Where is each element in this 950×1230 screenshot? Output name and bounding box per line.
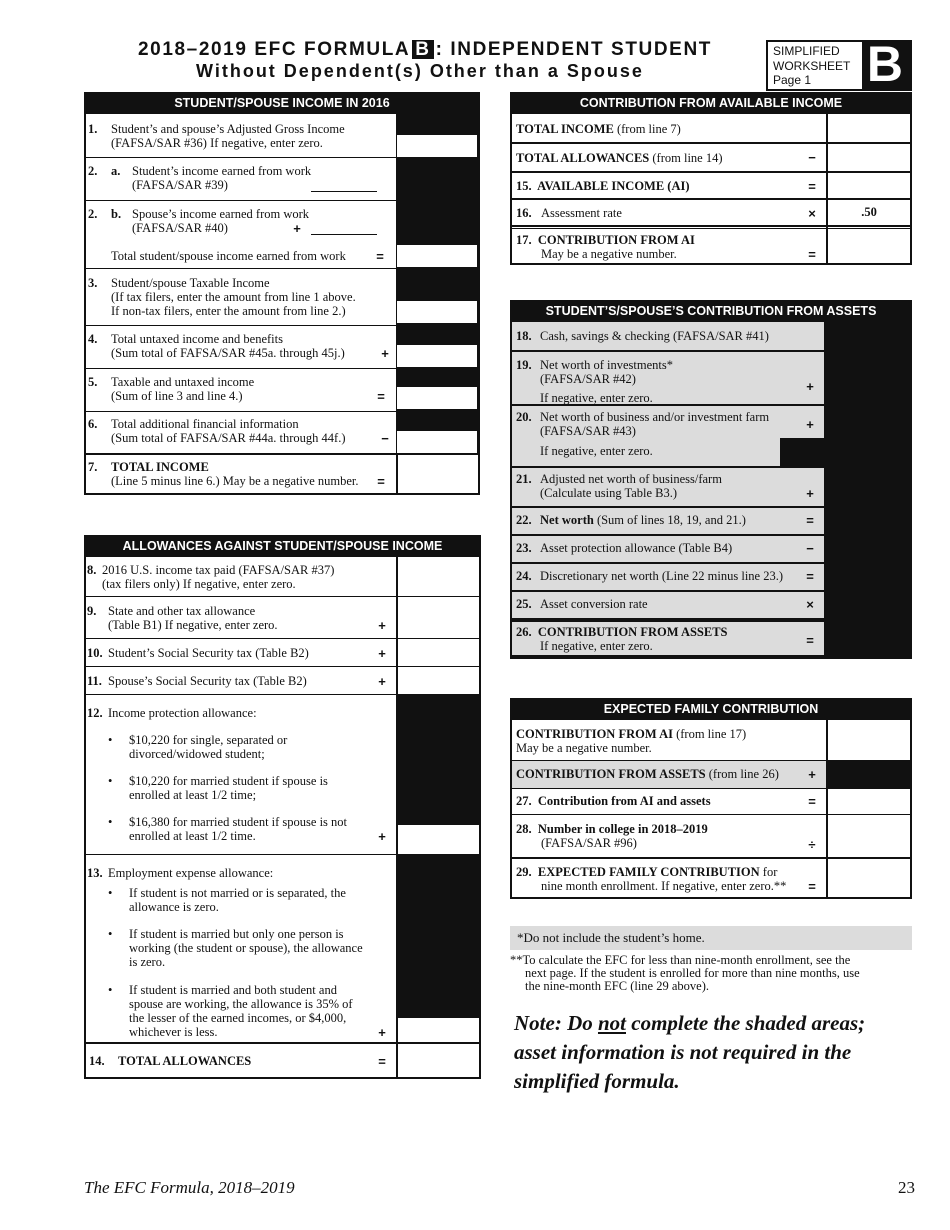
assets-row-21 bbox=[512, 468, 824, 506]
row-label-note: (Sum of lines 18, 19, and 21.) bbox=[596, 513, 746, 527]
worksheet-badge bbox=[766, 36, 912, 92]
row-label: 2016 U.S. income tax paid (FAFSA/SAR #37) bbox=[102, 563, 335, 577]
row-label: (FAFSA/SAR #39) bbox=[132, 178, 228, 192]
plus-operator: + bbox=[381, 346, 389, 361]
note-line: simplified formula. bbox=[514, 1069, 680, 1093]
available-row-total-income bbox=[512, 114, 910, 144]
income-row-7 bbox=[86, 455, 478, 493]
equals-operator: = bbox=[806, 569, 814, 584]
income-row-3 bbox=[86, 269, 396, 325]
efc-row-contribution-ai bbox=[512, 720, 910, 761]
times-operator: × bbox=[806, 597, 814, 612]
line-5-input[interactable] bbox=[396, 386, 478, 410]
bullet: • bbox=[108, 927, 113, 941]
footnote-text: *Do not include the student’s home. bbox=[517, 930, 705, 945]
shaded-block bbox=[828, 761, 910, 788]
page-subtitle: Without Dependent(s) Other than a Spouse bbox=[196, 61, 644, 81]
row-label: (Calculate using Table B3.) bbox=[540, 486, 678, 500]
row-label-bold: TOTAL ALLOWANCES bbox=[516, 151, 650, 165]
minus-operator: − bbox=[806, 541, 814, 556]
row-label: (Sum total of FAFSA/SAR #45a. through 45j.) bbox=[111, 346, 345, 360]
available-row-17 bbox=[512, 228, 910, 263]
allowances-section bbox=[84, 535, 481, 1079]
row-label: Taxable and untaxed income bbox=[111, 375, 255, 389]
row-number: 10. bbox=[87, 646, 103, 660]
line-29-input[interactable] bbox=[828, 859, 910, 897]
row-number: 1. bbox=[88, 122, 98, 136]
line-17-input[interactable] bbox=[828, 229, 910, 262]
row-label: TOTAL ALLOWANCES bbox=[118, 1054, 252, 1068]
line-12-input[interactable] bbox=[398, 825, 479, 854]
plus-operator: + bbox=[806, 417, 814, 432]
income-row-5 bbox=[86, 369, 396, 411]
footnote-line: the nine-month EFC (line 29 above). bbox=[525, 979, 709, 993]
row-label bbox=[516, 727, 746, 741]
row-label-bold: 29. EXPECTED FAMILY CONTRIBUTION bbox=[516, 865, 760, 879]
row-label: If student is married but only one person is bbox=[129, 927, 344, 941]
row-label-note: for bbox=[762, 865, 778, 879]
bullet: • bbox=[108, 733, 113, 747]
title-part: 2018–2019 EFC FORMULA bbox=[138, 39, 411, 60]
row-number: 21. bbox=[516, 472, 532, 486]
row-label: (Line 5 minus line 6.) May be a negative number. bbox=[111, 474, 359, 488]
assets-row-23 bbox=[512, 536, 824, 562]
row-label: Student/spouse Taxable Income bbox=[111, 276, 270, 290]
line-10-input[interactable] bbox=[398, 639, 479, 666]
section-heading: EXPECTED FAMILY CONTRIBUTION bbox=[510, 698, 912, 720]
row-number: 25. bbox=[516, 597, 532, 611]
line-7-input[interactable] bbox=[396, 455, 478, 493]
row-label: Income protection allowance: bbox=[108, 706, 257, 720]
row-label: 27. Contribution from AI and assets bbox=[516, 794, 711, 808]
assets-row-22 bbox=[512, 508, 824, 534]
row-number: 3. bbox=[88, 276, 98, 290]
line-27-input[interactable] bbox=[828, 789, 910, 814]
note-text: Note: Do bbox=[514, 1011, 598, 1035]
row-label: working (the student or spouse), the allowance bbox=[129, 941, 363, 955]
row-label: $10,220 for married student if spouse is bbox=[129, 774, 328, 788]
section-heading: CONTRIBUTION FROM AVAILABLE INCOME bbox=[510, 92, 912, 114]
row-label: (tax filers only) If negative, enter zero. bbox=[102, 577, 296, 591]
line-2b-blank[interactable] bbox=[311, 234, 377, 235]
bullet: • bbox=[108, 886, 113, 900]
worksheet-label-line: WORKSHEET bbox=[773, 58, 851, 73]
footnote-line: **To calculate the EFC for less than nine-month enrollment, see the bbox=[510, 953, 851, 967]
worksheet-label-line: SIMPLIFIED bbox=[773, 44, 840, 58]
section-heading: STUDENT/SPOUSE INCOME IN 2016 bbox=[84, 92, 480, 114]
income-row-2a bbox=[86, 158, 396, 200]
row-label: (Sum total of FAFSA/SAR #44a. through 44f.) bbox=[111, 431, 346, 445]
equals-operator: = bbox=[808, 179, 816, 194]
contribution-ai-input[interactable] bbox=[828, 720, 910, 760]
row-label bbox=[516, 122, 681, 136]
bullet: • bbox=[108, 815, 113, 829]
line-2-total-input[interactable] bbox=[396, 244, 478, 268]
row-label: Spouse’s Social Security tax (Table B2) bbox=[108, 674, 307, 688]
page-number: 23 bbox=[898, 1178, 915, 1197]
row-label-bold: CONTRIBUTION FROM ASSETS bbox=[516, 767, 706, 781]
formula-letter-box: B bbox=[412, 40, 433, 59]
row-number: 6. bbox=[88, 417, 98, 431]
row-label: May be a negative number. bbox=[541, 247, 677, 261]
efc-row-29 bbox=[512, 859, 910, 897]
footnote-home bbox=[510, 926, 912, 950]
row-label: Net worth of investments* bbox=[540, 358, 673, 372]
assets-row-25 bbox=[512, 592, 824, 618]
row-label: (FAFSA/SAR #43) bbox=[540, 424, 636, 438]
plus-operator: + bbox=[378, 1025, 386, 1040]
worksheet-label bbox=[768, 42, 862, 89]
line-13-input[interactable] bbox=[398, 1018, 479, 1043]
row-label: divorced/widowed student; bbox=[129, 747, 265, 761]
row-number: 20. bbox=[516, 410, 532, 424]
efc-row-28 bbox=[512, 815, 910, 857]
row-label: Cash, savings & checking (FAFSA/SAR #41) bbox=[540, 329, 769, 343]
row-number: 14. bbox=[89, 1054, 105, 1068]
row-label: Adjusted net worth of business/farm bbox=[540, 472, 722, 486]
row-number: 18. bbox=[516, 329, 532, 343]
shaded-areas-note bbox=[514, 1009, 904, 1096]
income-row-6 bbox=[86, 412, 396, 454]
row-letter: a. bbox=[111, 164, 121, 178]
row-label: If negative, enter zero. bbox=[540, 391, 653, 405]
row-label: If student is married and both student and bbox=[129, 983, 337, 997]
row-label: Asset protection allowance (Table B4) bbox=[540, 541, 733, 555]
assets-row-20 bbox=[512, 406, 824, 438]
minus-operator: − bbox=[808, 150, 816, 165]
row-label: is zero. bbox=[129, 955, 166, 969]
row-label-bold: CONTRIBUTION FROM AI bbox=[516, 727, 673, 741]
row-label bbox=[540, 513, 746, 527]
assets-row-18 bbox=[512, 322, 824, 350]
row-label: 28. Number in college in 2018–2019 bbox=[516, 822, 708, 836]
row-label: Student’s income earned from work bbox=[132, 164, 312, 178]
row-label: nine month enrollment. If negative, enter zero.** bbox=[541, 879, 787, 893]
line-6-input[interactable] bbox=[396, 430, 478, 454]
note-line bbox=[514, 1009, 904, 1038]
note-line: asset information is not required in the bbox=[514, 1040, 852, 1064]
assets-row-19 bbox=[512, 352, 824, 404]
row-number: 13. bbox=[87, 866, 103, 880]
worksheet-label-line: Page 1 bbox=[773, 73, 812, 87]
assets-row-20-note bbox=[512, 438, 780, 466]
row-label: Student’s and spouse’s Adjusted Gross Income bbox=[111, 122, 345, 136]
available-row-15 bbox=[512, 173, 910, 200]
row-number: 7. bbox=[88, 460, 98, 474]
row-label: $16,380 for married student if spouse is not bbox=[129, 815, 348, 829]
income-row-1 bbox=[86, 114, 478, 158]
equals-operator: = bbox=[377, 389, 385, 404]
divide-operator: ÷ bbox=[808, 837, 816, 852]
row-letter: b. bbox=[111, 207, 122, 221]
allowance-row-14 bbox=[86, 1044, 479, 1077]
plus-operator: + bbox=[378, 674, 386, 689]
line-28-input[interactable] bbox=[828, 815, 910, 857]
row-number: 23. bbox=[516, 541, 532, 555]
allowance-row-9 bbox=[86, 597, 479, 639]
row-label: Student’s Social Security tax (Table B2) bbox=[108, 646, 309, 660]
row-label: 17. CONTRIBUTION FROM AI bbox=[516, 233, 695, 247]
section-heading: ALLOWANCES AGAINST STUDENT/SPOUSE INCOME bbox=[84, 535, 481, 557]
shaded-block bbox=[398, 855, 479, 1018]
assessment-rate-value: .50 bbox=[861, 205, 877, 219]
row-label: Employment expense allowance: bbox=[108, 866, 274, 880]
allowance-row-10 bbox=[86, 639, 479, 667]
page-title bbox=[138, 39, 758, 61]
row-label: (Sum of line 3 and line 4.) bbox=[111, 389, 243, 403]
row-label-note: (from line 17) bbox=[676, 727, 747, 741]
title-part: : INDEPENDENT STUDENT bbox=[435, 39, 712, 60]
row-number: 9. bbox=[87, 604, 97, 618]
equals-operator: = bbox=[806, 513, 814, 528]
row-label: (FAFSA/SAR #36) If negative, enter zero. bbox=[111, 136, 323, 150]
row-number: 12. bbox=[87, 706, 103, 720]
equals-operator: = bbox=[808, 879, 816, 894]
times-operator: × bbox=[808, 206, 816, 221]
row-label: Discretionary net worth (Line 22 minus line 23.) bbox=[540, 569, 783, 583]
total-income-input[interactable] bbox=[828, 114, 910, 142]
row-label: (FAFSA/SAR #96) bbox=[541, 836, 637, 850]
row-number: 2. bbox=[88, 207, 98, 221]
row-number: 8. bbox=[87, 563, 97, 577]
allowance-row-13 bbox=[86, 855, 479, 1043]
row-label: enrolled at least 1/2 time. bbox=[129, 829, 256, 843]
row-label: If negative, enter zero. bbox=[540, 639, 653, 653]
row-number: 11. bbox=[87, 674, 102, 688]
row-label: Spouse’s income earned from work bbox=[132, 207, 310, 221]
row-label: spouse are working, the allowance is 35% of bbox=[129, 997, 353, 1011]
note-emphasis: not bbox=[597, 1011, 626, 1035]
note-text: complete the shaded areas; bbox=[626, 1011, 866, 1035]
equals-operator: = bbox=[808, 794, 816, 809]
plus-operator: + bbox=[806, 379, 814, 394]
allowance-row-11 bbox=[86, 667, 479, 695]
plus-operator: + bbox=[806, 486, 814, 501]
shaded-block bbox=[398, 695, 479, 825]
row-label: If negative, enter zero. bbox=[540, 444, 653, 458]
footnote-nine-month bbox=[510, 954, 912, 993]
plus-operator: + bbox=[808, 767, 816, 782]
row-label: whichever is less. bbox=[129, 1025, 218, 1039]
row-label: Asset conversion rate bbox=[540, 597, 648, 611]
income-row-2b bbox=[86, 201, 396, 269]
row-label: State and other tax allowance bbox=[108, 604, 256, 618]
row-label: If non-tax filers, enter the amount from line 2.) bbox=[111, 304, 346, 318]
row-label: TOTAL INCOME bbox=[111, 460, 209, 474]
row-label: (FAFSA/SAR #42) bbox=[540, 372, 636, 386]
row-label: Total untaxed income and benefits bbox=[111, 332, 283, 346]
bullet: • bbox=[108, 983, 113, 997]
footer-title: The EFC Formula, 2018–2019 bbox=[84, 1178, 295, 1197]
efc-section bbox=[510, 698, 912, 899]
row-label: 26. CONTRIBUTION FROM ASSETS bbox=[516, 625, 728, 639]
row-label: 15. AVAILABLE INCOME (AI) bbox=[516, 179, 690, 193]
line-3-input[interactable] bbox=[396, 300, 478, 324]
available-income-section bbox=[510, 92, 912, 265]
line-4-input[interactable] bbox=[396, 344, 478, 368]
line-1-input[interactable] bbox=[396, 134, 478, 158]
allowance-row-12 bbox=[86, 695, 479, 855]
row-label bbox=[516, 767, 779, 781]
equals-operator: = bbox=[808, 247, 816, 262]
equals-operator: = bbox=[378, 1054, 386, 1069]
row-label: (FAFSA/SAR #40) bbox=[132, 221, 228, 235]
line-8-input[interactable] bbox=[398, 557, 479, 596]
available-row-16 bbox=[512, 200, 910, 227]
row-number: 5. bbox=[88, 375, 98, 389]
minus-operator: − bbox=[381, 431, 389, 446]
row-label-note: (from line 14) bbox=[652, 151, 723, 165]
row-label-bold: Net worth bbox=[540, 513, 594, 527]
row-label-bold: TOTAL INCOME bbox=[516, 122, 614, 136]
equals-operator: = bbox=[377, 474, 385, 489]
row-label: allowance is zero. bbox=[129, 900, 219, 914]
allowance-row-8 bbox=[86, 557, 479, 597]
row-label: Assessment rate bbox=[541, 206, 622, 220]
plus-operator: + bbox=[293, 221, 301, 236]
plus-operator: + bbox=[378, 829, 386, 844]
row-number: 4. bbox=[88, 332, 98, 346]
line-15-input[interactable] bbox=[828, 173, 910, 198]
efc-row-contribution-assets bbox=[512, 761, 826, 788]
row-label: If student is not married or is separated, the bbox=[129, 886, 346, 900]
line-9-input[interactable] bbox=[398, 597, 479, 638]
assets-section bbox=[510, 300, 912, 659]
section-heading: STUDENT’S/SPOUSE’S CONTRIBUTION FROM ASSETS bbox=[510, 300, 912, 322]
row-label: $10,220 for single, separated or bbox=[129, 733, 288, 747]
row-number: 24. bbox=[516, 569, 532, 583]
row-label: Net worth of business and/or investment farm bbox=[540, 410, 770, 424]
income-section bbox=[84, 92, 480, 495]
equals-operator: = bbox=[376, 249, 384, 264]
row-number: 19. bbox=[516, 358, 532, 372]
plus-operator: + bbox=[378, 618, 386, 633]
row-number: 2. bbox=[88, 164, 98, 178]
line-14-input[interactable] bbox=[398, 1044, 479, 1077]
total-allowances-input[interactable] bbox=[828, 144, 910, 171]
row-label: (Table B1) If negative, enter zero. bbox=[108, 618, 278, 632]
row-label: the lesser of the earned incomes, or $4,000, bbox=[129, 1011, 347, 1025]
footnote-line: next page. If the student is enrolled for more than nine months, use bbox=[525, 966, 860, 980]
available-row-total-allowances bbox=[512, 144, 910, 173]
row-label bbox=[516, 865, 777, 879]
equals-operator: = bbox=[806, 633, 814, 648]
assets-row-24 bbox=[512, 564, 824, 590]
row-label-note: (from line 7) bbox=[616, 122, 681, 136]
bullet: • bbox=[108, 774, 113, 788]
plus-operator: + bbox=[378, 646, 386, 661]
row-label: Total student/spouse income earned from work bbox=[111, 249, 346, 263]
row-label-note: (from line 26) bbox=[708, 767, 779, 781]
row-number: 22. bbox=[516, 513, 532, 527]
assets-row-26 bbox=[512, 622, 824, 655]
row-label: (If tax filers, enter the amount from line 1 above. bbox=[111, 290, 356, 304]
worksheet-letter: B bbox=[866, 36, 903, 92]
line-11-input[interactable] bbox=[398, 667, 479, 694]
row-label bbox=[516, 151, 723, 165]
income-row-4 bbox=[86, 326, 396, 368]
row-label: enrolled at least 1/2 time; bbox=[129, 788, 257, 802]
line-2a-blank[interactable] bbox=[311, 191, 377, 192]
row-label: Total additional financial information bbox=[111, 417, 299, 431]
efc-row-27 bbox=[512, 788, 910, 815]
row-label: May be a negative number. bbox=[516, 741, 652, 755]
row-number: 16. bbox=[516, 206, 532, 220]
